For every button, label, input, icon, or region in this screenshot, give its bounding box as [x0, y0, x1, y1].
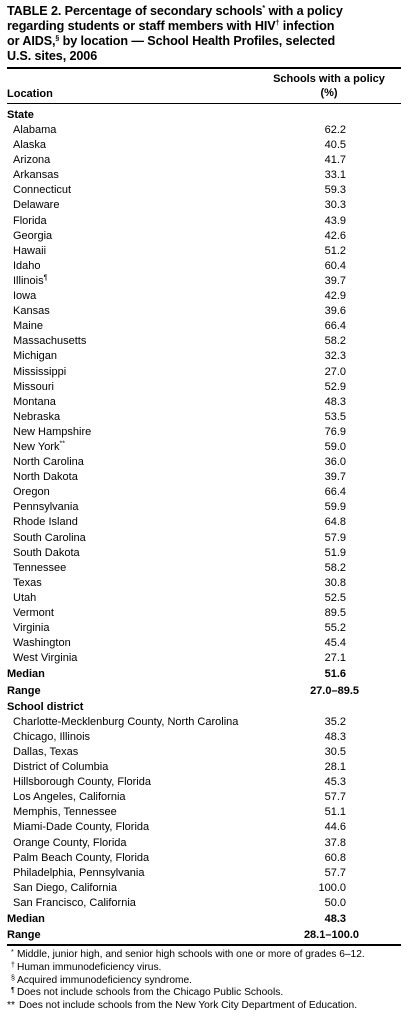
table-row — [7, 304, 401, 319]
row-location: San Diego, California — [13, 881, 117, 894]
row-location: Utah — [13, 591, 37, 604]
table-row — [7, 805, 401, 820]
table-row — [7, 531, 401, 546]
table-row — [7, 274, 401, 289]
footnote-text: Does not include schools from the New York City Department of Education. — [19, 999, 358, 1011]
table-row — [7, 244, 401, 259]
footnote-mark: § — [11, 974, 15, 982]
row-location: New Hampshire — [13, 425, 92, 438]
row-value: 51.1 — [324, 806, 346, 819]
row-value: 89.5 — [324, 607, 346, 619]
row-value: 30.8 — [324, 576, 346, 589]
row-value: 57.7 — [324, 791, 346, 804]
row-value: 44.6 — [324, 821, 346, 834]
row-location: Massachusetts — [13, 335, 87, 348]
row-location: Illinois¶ — [13, 274, 48, 287]
row-location: Washington — [13, 637, 71, 650]
row-value: 48.3 — [324, 395, 346, 408]
footnote-text: Human immunodeficiency virus. — [17, 961, 162, 973]
footnote — [7, 987, 401, 1000]
row-location: Connecticut — [13, 184, 72, 197]
row-value: 27.0 — [324, 365, 346, 378]
table-row — [7, 198, 401, 213]
row-location: Los Angeles, California — [13, 791, 126, 804]
table-row — [7, 561, 401, 576]
row-location: Arizona — [13, 154, 51, 167]
row-value: 52.5 — [324, 591, 346, 604]
column-header-location: Location — [7, 88, 53, 100]
table-row — [7, 760, 401, 775]
table-row — [7, 425, 401, 440]
row-location: San Francisco, California — [13, 896, 136, 909]
table-row — [7, 576, 401, 591]
table-row — [7, 334, 401, 349]
row-location: Iowa — [13, 290, 37, 303]
row-location: Virginia — [13, 622, 50, 635]
table-row — [7, 636, 401, 651]
row-location: New York** — [13, 440, 65, 453]
row-footnote-mark: ** — [59, 440, 65, 448]
row-value: 60.4 — [324, 259, 346, 272]
row-location: Georgia — [13, 229, 53, 242]
row-value: 62.2 — [324, 124, 346, 136]
row-location: Kansas — [13, 305, 50, 318]
table-row — [7, 183, 401, 198]
row-location: Dallas, Texas — [13, 745, 79, 758]
row-location: Texas — [13, 576, 42, 589]
row-value: 33.1 — [324, 169, 346, 182]
row-value: 42.6 — [324, 229, 346, 242]
row-location: Idaho — [13, 259, 41, 272]
row-location: Mississippi — [13, 365, 67, 378]
row-value: 39.7 — [324, 471, 346, 484]
row-value: 35.2 — [324, 715, 346, 728]
row-value: 48.3 — [324, 730, 346, 743]
state-range-row: Range 27.0–89.5 — [7, 684, 359, 697]
section-header-state: State — [7, 109, 34, 121]
table-row — [7, 836, 401, 851]
table-body — [7, 107, 401, 943]
table-row — [7, 259, 401, 274]
row-value: 41.7 — [324, 154, 346, 167]
row-location: Charlotte-Mecklenburg County, North Carolina — [13, 715, 239, 728]
row-value: 59.0 — [324, 440, 346, 453]
row-location: West Virginia — [13, 652, 78, 665]
footnote-text: Does not include schools from the Chicago Public Schools. — [17, 987, 284, 999]
table-row — [7, 153, 401, 168]
table-row — [7, 606, 401, 621]
table-row — [7, 515, 401, 530]
row-location: Oregon — [13, 486, 50, 499]
row-value: 57.9 — [324, 531, 346, 544]
state-rows — [7, 123, 401, 666]
row-location: Philadelphia, Pennsylvania — [13, 866, 145, 879]
table-row — [7, 289, 401, 304]
title-line-1: TABLE 2. Percentage of secondary schools* with a policy — [7, 4, 343, 18]
footnote-mark: * — [11, 949, 14, 957]
row-value: 37.8 — [324, 836, 346, 849]
table-row — [7, 651, 401, 666]
row-location: Palm Beach County, Florida — [13, 851, 150, 864]
row-location: Miami-Dade County, Florida — [13, 821, 150, 834]
row-value: 28.1 — [324, 761, 346, 774]
table-row — [7, 229, 401, 244]
table-row — [7, 715, 401, 730]
row-location: Florida — [13, 214, 47, 227]
table-row — [7, 380, 401, 395]
row-value: 59.3 — [324, 184, 346, 197]
title-footnote-mark: § — [55, 34, 60, 42]
row-value: 27.1 — [324, 652, 346, 665]
section-header-district: School district — [7, 700, 84, 713]
row-value: 39.7 — [324, 274, 346, 287]
row-location: Memphis, Tennessee — [13, 806, 117, 819]
row-value: 53.5 — [324, 410, 346, 423]
footnote-mark: ** — [7, 999, 15, 1011]
row-value: 76.9 — [324, 425, 346, 438]
table-row — [7, 440, 401, 455]
table-row — [7, 745, 401, 760]
footnote — [7, 975, 401, 988]
row-location: Arkansas — [13, 169, 59, 182]
state-median-row: Median 51.6 — [7, 668, 346, 681]
row-location: Michigan — [13, 350, 58, 363]
table-title — [7, 4, 401, 64]
footnotes — [7, 946, 401, 1012]
table-row — [7, 395, 401, 410]
table-header — [7, 69, 401, 103]
row-value: 36.0 — [324, 456, 346, 469]
row-value: 100.0 — [318, 881, 346, 894]
row-value: 40.5 — [324, 139, 346, 152]
footnote-mark: ¶ — [11, 987, 15, 995]
row-value: 43.9 — [324, 214, 346, 227]
row-location: Montana — [13, 395, 56, 408]
table-row — [7, 820, 401, 835]
row-value: 52.9 — [324, 380, 346, 393]
row-value: 66.4 — [324, 486, 346, 499]
row-value: 59.9 — [324, 501, 346, 514]
table-row — [7, 138, 401, 153]
district-median-row: Median 48.3 — [7, 912, 346, 925]
table-row — [7, 546, 401, 561]
column-header-policy: Schools with a policy (%) — [273, 73, 385, 99]
row-location: District of Columbia — [13, 761, 109, 774]
table-row — [7, 455, 401, 470]
footnote — [7, 1000, 401, 1013]
row-location: Maine — [13, 320, 43, 333]
row-value: 39.6 — [324, 305, 346, 318]
table-row — [7, 896, 401, 911]
table-row — [7, 410, 401, 425]
footnote — [7, 949, 401, 962]
title-line-2: regarding students or staff members with HIV† infection — [7, 19, 335, 33]
table-row — [7, 775, 401, 790]
title-footnote-mark: * — [262, 4, 266, 12]
row-value: 57.7 — [324, 866, 346, 879]
title-line-3: or AIDS,§ by location — School Health Profiles, selected — [7, 34, 336, 48]
row-location: Orange County, Florida — [13, 836, 127, 849]
row-value: 60.8 — [324, 851, 346, 864]
row-location: Pennsylvania — [13, 501, 79, 514]
table-row — [7, 470, 401, 485]
footnote-text: Acquired immunodeficiency syndrome. — [17, 974, 192, 986]
district-range-row: Range 28.1–100.0 — [7, 929, 359, 942]
table-row — [7, 621, 401, 636]
row-value: 51.2 — [324, 244, 346, 257]
title-footnote-mark: † — [275, 19, 280, 27]
table-row — [7, 365, 401, 380]
table-row — [7, 866, 401, 881]
row-location: Vermont — [13, 607, 54, 619]
row-location: South Dakota — [13, 546, 80, 559]
row-value: 45.4 — [324, 637, 346, 650]
table-row — [7, 123, 401, 138]
row-value: 30.3 — [324, 199, 346, 212]
row-location: Tennessee — [13, 561, 67, 574]
row-value: 64.8 — [324, 516, 346, 529]
row-location: North Dakota — [13, 471, 78, 484]
table-row — [7, 851, 401, 866]
row-value: 42.9 — [324, 290, 346, 303]
title-line-4: U.S. sites, 2006 — [7, 49, 98, 63]
row-value: 58.2 — [324, 561, 346, 574]
row-location: Delaware — [13, 199, 60, 212]
table-row — [7, 349, 401, 364]
row-location: Alaska — [13, 139, 47, 152]
row-location: Chicago, Illinois — [13, 730, 91, 743]
row-location: Nebraska — [13, 410, 61, 423]
table-row — [7, 319, 401, 334]
row-value: 30.5 — [324, 745, 346, 758]
row-value: 58.2 — [324, 335, 346, 348]
table-row — [7, 214, 401, 229]
table-row — [7, 500, 401, 515]
table-row — [7, 881, 401, 896]
table-row — [7, 168, 401, 183]
row-value: 66.4 — [324, 320, 346, 333]
row-footnote-mark: ¶ — [43, 274, 48, 282]
footnote-text: Middle, junior high, and senior high schools with one or more of grades 6–12. — [17, 949, 365, 961]
row-value: 55.2 — [324, 622, 346, 635]
footnote — [7, 962, 401, 975]
district-rows — [7, 715, 401, 911]
row-location: Missouri — [13, 380, 54, 393]
row-value: 32.3 — [324, 350, 346, 363]
row-location: Hillsborough County, Florida — [13, 776, 151, 789]
row-value: 45.3 — [324, 776, 346, 789]
row-location: Alabama — [13, 124, 57, 136]
table-row — [7, 591, 401, 606]
row-location: North Carolina — [13, 456, 84, 469]
row-value: 50.0 — [324, 896, 346, 909]
table-row — [7, 730, 401, 745]
row-location: Hawaii — [13, 244, 47, 257]
table-row — [7, 485, 401, 500]
row-location: South Carolina — [13, 531, 86, 544]
footnote-mark: † — [11, 961, 15, 969]
row-location: Rhode Island — [13, 516, 78, 529]
header-rule — [7, 103, 401, 104]
table-row — [7, 790, 401, 805]
row-value: 51.9 — [324, 546, 346, 559]
